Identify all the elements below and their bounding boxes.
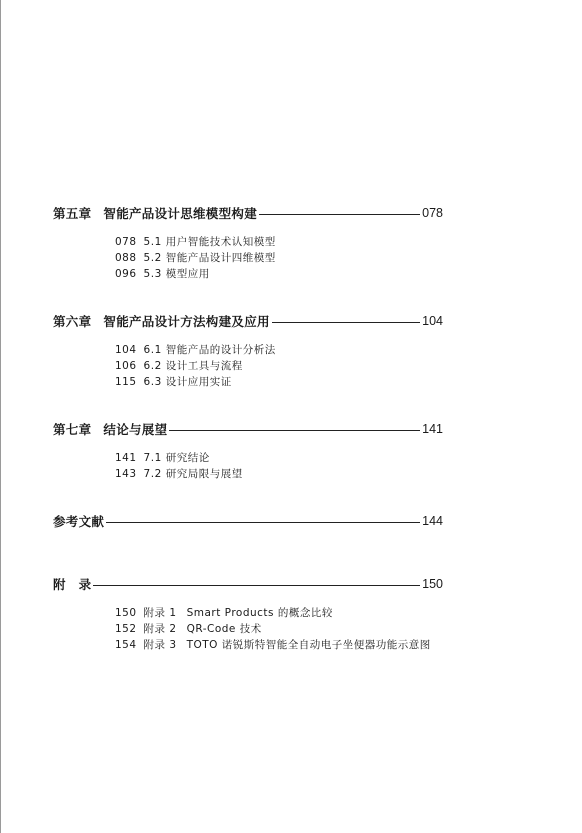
toc-entry-section[interactable] bbox=[115, 266, 276, 282]
chapter-title: 结论与展望 bbox=[103, 422, 168, 437]
chapter-page-number: 104 bbox=[422, 314, 443, 328]
section-list-chapter-7 bbox=[115, 450, 243, 482]
toc-entry-chapter-6[interactable] bbox=[53, 312, 443, 330]
section-page-number: 096 bbox=[115, 268, 137, 280]
leader-line bbox=[169, 430, 420, 431]
section-title: TOTO 诺锐斯特智能全自动电子坐便器功能示意图 bbox=[186, 639, 431, 651]
section-page-number: 150 bbox=[115, 607, 137, 619]
chapter-page-number: 150 bbox=[422, 577, 443, 591]
section-number: 7.1 bbox=[143, 452, 162, 464]
section-title: 设计应用实证 bbox=[165, 376, 232, 388]
toc-entry-section[interactable] bbox=[115, 374, 276, 390]
section-title: QR-Code 技术 bbox=[186, 623, 262, 635]
section-title: 研究结论 bbox=[165, 452, 210, 464]
appendix-number: 附录 1 bbox=[143, 607, 177, 619]
toc-entry-chapter-5[interactable] bbox=[53, 204, 443, 222]
section-number: 5.3 bbox=[143, 268, 162, 280]
leader-line bbox=[93, 585, 420, 586]
toc-entry-section[interactable] bbox=[115, 637, 431, 653]
appendix-number: 附录 2 bbox=[143, 623, 177, 635]
chapter-label: 第六章 bbox=[53, 314, 92, 329]
section-page-number: 141 bbox=[115, 452, 137, 464]
section-list-chapter-6 bbox=[115, 342, 276, 390]
toc-entry-appendix[interactable] bbox=[53, 575, 443, 593]
section-title: Smart Products 的概念比较 bbox=[186, 607, 333, 619]
section-page-number: 143 bbox=[115, 468, 137, 480]
toc-entry-references[interactable] bbox=[53, 512, 443, 530]
toc-entry-section[interactable] bbox=[115, 466, 243, 482]
toc-entry-section[interactable] bbox=[115, 358, 276, 374]
section-title: 研究局限与展望 bbox=[165, 468, 243, 480]
section-page-number: 152 bbox=[115, 623, 137, 635]
section-number: 6.1 bbox=[143, 344, 162, 356]
chapter-title: 参考文献 bbox=[53, 514, 105, 529]
appendix-number: 附录 3 bbox=[143, 639, 177, 651]
section-page-number: 115 bbox=[115, 376, 137, 388]
section-number: 7.2 bbox=[143, 468, 162, 480]
toc-entry-section[interactable] bbox=[115, 605, 431, 621]
section-number: 6.3 bbox=[143, 376, 162, 388]
chapter-title: 智能产品设计方法构建及应用 bbox=[103, 314, 270, 329]
section-page-number: 088 bbox=[115, 252, 137, 264]
section-page-number: 154 bbox=[115, 639, 137, 651]
toc-entry-section[interactable] bbox=[115, 621, 431, 637]
leader-line bbox=[106, 522, 420, 523]
section-number: 5.2 bbox=[143, 252, 162, 264]
toc-entry-chapter-7[interactable] bbox=[53, 420, 443, 438]
toc-entry-section[interactable] bbox=[115, 234, 276, 250]
section-title: 用户智能技术认知模型 bbox=[165, 236, 276, 248]
chapter-label: 第五章 bbox=[53, 206, 92, 221]
leader-line bbox=[272, 322, 420, 323]
section-title: 模型应用 bbox=[165, 268, 210, 280]
section-number: 5.1 bbox=[143, 236, 162, 248]
chapter-title: 智能产品设计思维模型构建 bbox=[103, 206, 258, 221]
toc-entry-section[interactable] bbox=[115, 450, 243, 466]
section-title: 智能产品的设计分析法 bbox=[165, 344, 276, 356]
toc-entry-section[interactable] bbox=[115, 250, 276, 266]
toc-entry-section[interactable] bbox=[115, 342, 276, 358]
leader-line bbox=[259, 214, 420, 215]
section-number: 6.2 bbox=[143, 360, 162, 372]
chapter-page-number: 141 bbox=[422, 422, 443, 436]
chapter-page-number: 144 bbox=[422, 514, 443, 528]
section-page-number: 106 bbox=[115, 360, 137, 372]
section-list-appendix bbox=[115, 605, 431, 653]
chapter-page-number: 078 bbox=[422, 206, 443, 220]
chapter-label: 第七章 bbox=[53, 422, 92, 437]
section-page-number: 104 bbox=[115, 344, 137, 356]
section-title: 设计工具与流程 bbox=[165, 360, 243, 372]
chapter-title: 附 录 bbox=[53, 577, 92, 592]
section-list-chapter-5 bbox=[115, 234, 276, 282]
section-title: 智能产品设计四维模型 bbox=[165, 252, 276, 264]
section-page-number: 078 bbox=[115, 236, 137, 248]
